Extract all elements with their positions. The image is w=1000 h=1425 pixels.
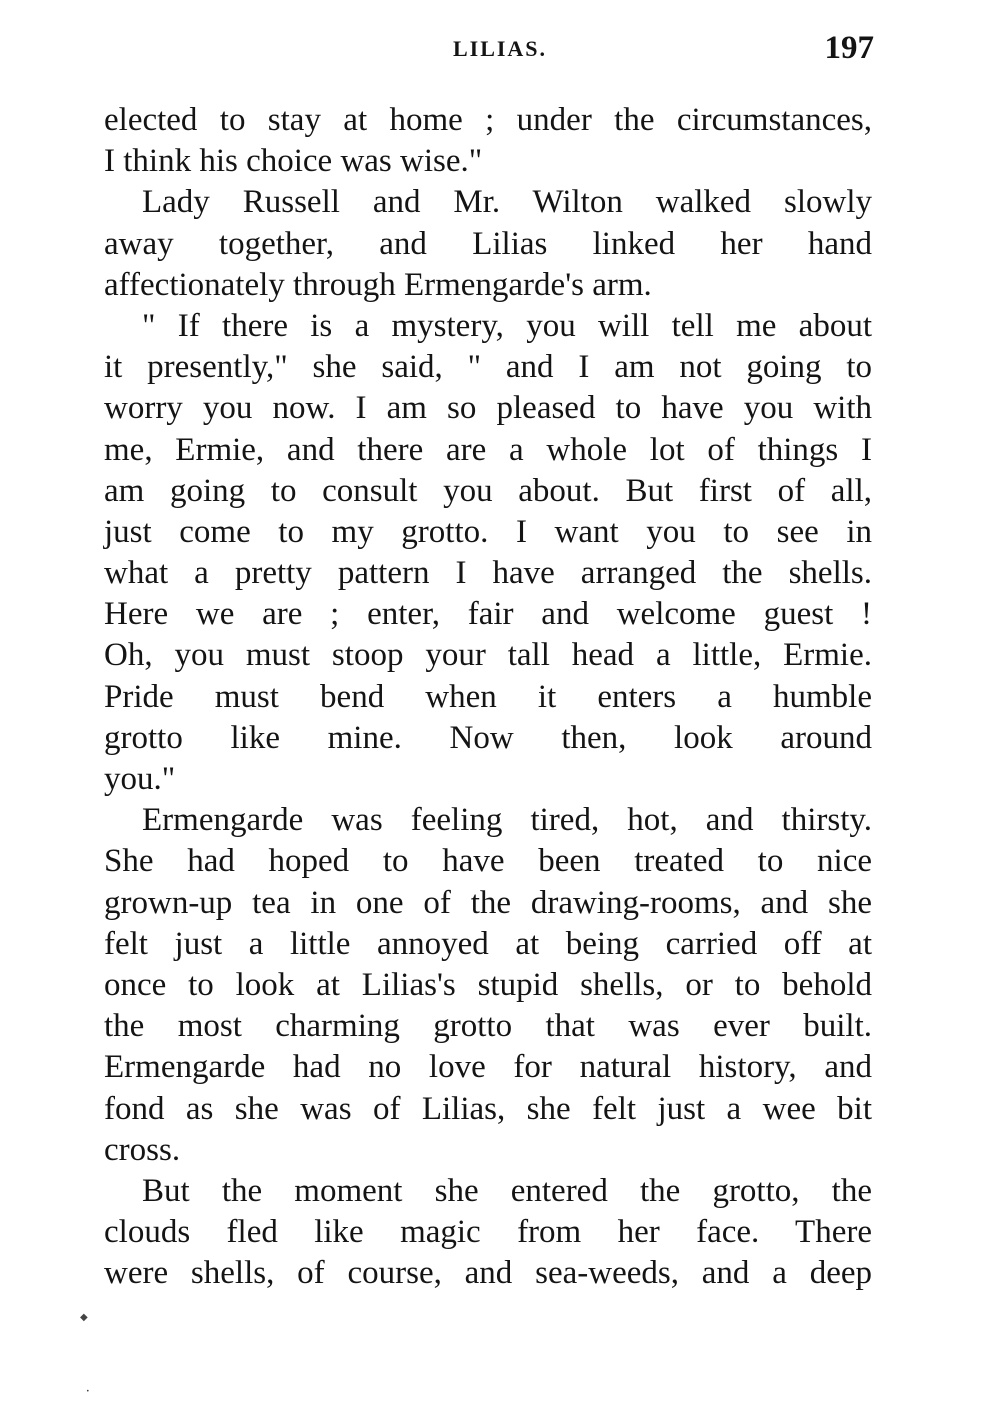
- body-text: [104, 100, 872, 1294]
- text-line: affectionately through Ermengarde's arm.: [104, 266, 652, 303]
- text-line: what a pretty pattern I have arranged the shells.: [104, 555, 872, 592]
- text-line: fond as she was of Lilias, she felt just a wee bit: [104, 1090, 872, 1127]
- text-line: worry you now. I am so pleased to have you with: [104, 390, 872, 427]
- text-line: But the moment she entered the grotto, the: [142, 1172, 872, 1209]
- text-line: it presently," she said, " and I am not going to: [104, 349, 872, 386]
- text-line: you.": [104, 761, 176, 797]
- text-line: " If there is a mystery, you will tell me about: [142, 307, 872, 344]
- speck-mark: ◆: [80, 1312, 88, 1323]
- text-line: Ermengarde had no love for natural history, and: [104, 1049, 872, 1086]
- text-line: grotto like mine. Now then, look around: [104, 719, 872, 756]
- page-number: 197: [824, 30, 874, 66]
- speck-mark: •: [86, 1388, 90, 1395]
- text-line: me, Ermie, and there are a whole lot of things I: [104, 431, 872, 468]
- text-line: She had hoped to have been treated to nice: [104, 843, 872, 880]
- text-line: Here we are ; enter, fair and welcome guest !: [104, 596, 872, 633]
- text-line: the most charming grotto that was ever built.: [104, 1008, 872, 1045]
- running-title: LILIAS.: [452, 36, 548, 61]
- text-line: elected to stay at home ; under the circumstances,: [104, 102, 872, 138]
- text-line: clouds fled like magic from her face. There: [104, 1214, 872, 1251]
- text-line: away together, and Lilias linked her hand: [104, 225, 872, 262]
- text-line: Oh, you must stoop your tall head a little, Ermie.: [104, 637, 872, 674]
- text-line: once to look at Lilias's stupid shells, or to behold: [104, 966, 872, 1003]
- text-line: Lady Russell and Mr. Wilton walked slowly: [142, 184, 872, 221]
- text-line: I think his choice was wise.": [104, 143, 483, 180]
- text-line: felt just a little annoyed at being carried off at: [104, 925, 872, 962]
- text-line: were shells, of course, and sea-weeds, and a deep: [104, 1255, 872, 1292]
- text-line: Ermengarde was feeling tired, hot, and thirsty.: [142, 802, 872, 839]
- text-line: Pride must bend when it enters a humble: [104, 678, 872, 715]
- text-line: cross.: [104, 1131, 181, 1168]
- text-line: grown-up tea in one of the drawing-rooms, and she: [104, 884, 872, 921]
- text-line: just come to my grotto. I want you to see in: [104, 513, 872, 550]
- text-line: am going to consult you about. But first of all,: [104, 472, 872, 509]
